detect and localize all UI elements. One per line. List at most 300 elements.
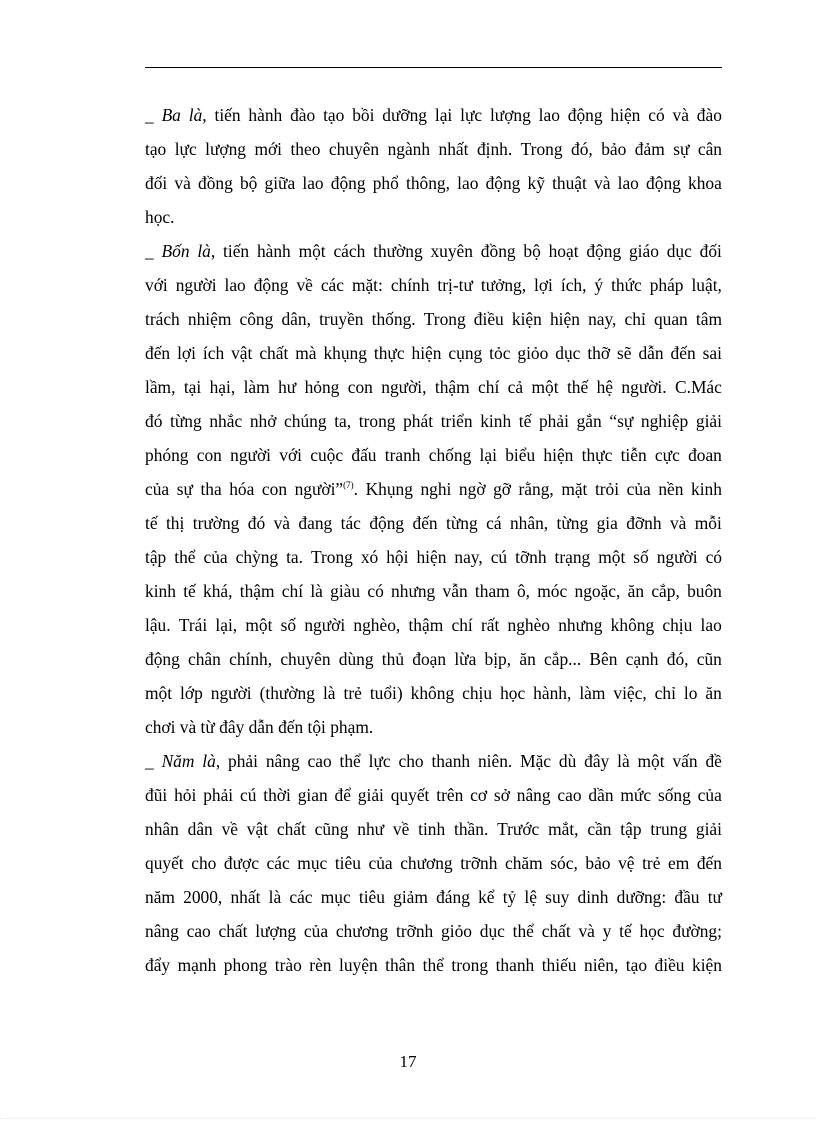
text-line <box>145 540 722 574</box>
word <box>697 98 722 132</box>
text-run: vấn <box>672 751 698 771</box>
word: người <box>656 547 698 567</box>
word: móc <box>537 581 568 601</box>
word: chuyên <box>280 649 331 669</box>
word: cạnh <box>625 649 659 669</box>
word: quan <box>653 309 688 329</box>
word: về <box>221 819 238 839</box>
word: truyền <box>319 309 364 329</box>
word: tế <box>145 513 158 533</box>
word: điều <box>654 955 685 975</box>
word: từng <box>556 513 589 533</box>
word <box>262 472 287 506</box>
word: lừa <box>454 649 477 669</box>
word: quyết <box>390 785 430 805</box>
word: thông, <box>406 173 450 193</box>
word: buôn <box>687 581 722 601</box>
paragraph-marker: _ <box>145 751 154 771</box>
text-run: Khụng <box>365 479 413 499</box>
text-run: dù <box>558 751 577 771</box>
word: động <box>330 173 366 193</box>
word: tập <box>620 819 642 839</box>
word <box>595 472 619 506</box>
word: lao <box>457 173 479 193</box>
text-line <box>145 336 722 370</box>
word: một <box>531 377 559 397</box>
word: một <box>145 683 173 703</box>
text-run: lao <box>538 105 560 125</box>
word: nhân <box>145 819 179 839</box>
word: tỏc <box>489 343 511 363</box>
word: thuật <box>552 173 587 193</box>
text-line <box>145 132 722 166</box>
word: quyết <box>145 853 184 873</box>
text-line <box>145 166 722 200</box>
text-run: thanh <box>431 751 471 771</box>
word: với <box>279 445 302 465</box>
word: theo <box>290 139 321 159</box>
word: đang <box>298 513 333 533</box>
word: kỹ <box>527 173 545 193</box>
word: cuộc <box>310 445 344 465</box>
word: cao <box>557 785 582 805</box>
word: không <box>410 683 455 703</box>
word: tế <box>183 581 196 601</box>
word <box>290 98 315 132</box>
word: nâng <box>516 785 551 805</box>
text-run: dưỡng <box>382 105 427 125</box>
paragraph-lead: Năm <box>161 751 195 771</box>
word: kinh <box>145 581 176 601</box>
word: dinh <box>577 887 609 907</box>
text-run: dục <box>666 241 692 261</box>
word: lao <box>302 173 324 193</box>
word: đối <box>145 173 168 193</box>
word: mới <box>254 139 283 159</box>
word: chương <box>335 921 389 941</box>
word: rèn <box>309 955 332 975</box>
word <box>145 744 154 778</box>
text-run: đào <box>290 105 316 125</box>
word: nhắc <box>209 411 243 431</box>
paragraph-marker: _ <box>145 241 154 261</box>
word: chúng <box>284 411 327 431</box>
word <box>323 98 344 132</box>
word: các <box>320 275 344 295</box>
word: tại <box>183 377 202 397</box>
word: kinh <box>480 411 512 431</box>
text-run: một <box>298 241 326 261</box>
footnote-ref: (7) <box>343 480 354 490</box>
word <box>561 472 587 506</box>
word: bộ <box>239 173 258 193</box>
word: Trái <box>178 615 208 635</box>
word: thậm <box>408 615 444 635</box>
text-run: hành <box>248 105 283 125</box>
word <box>308 744 332 778</box>
word: Trước <box>497 819 540 839</box>
word: người <box>175 275 217 295</box>
word: cú <box>240 785 257 805</box>
word: trung <box>650 819 688 839</box>
word: làm <box>243 377 270 397</box>
word: vật <box>246 819 269 839</box>
word: khoa <box>688 173 722 193</box>
paragraph-lead: là <box>202 751 216 771</box>
text-line <box>145 608 722 642</box>
word: đến <box>145 343 171 363</box>
text-line <box>145 880 722 914</box>
text-run: đây <box>584 751 610 771</box>
word: việc, <box>613 683 647 703</box>
word: đồng <box>198 173 233 193</box>
word <box>478 744 512 778</box>
word <box>145 98 154 132</box>
word <box>189 98 207 132</box>
word: thực <box>373 343 405 363</box>
word: phóng <box>145 445 189 465</box>
word: ăn <box>519 649 536 669</box>
word: dục <box>479 921 505 941</box>
text-run: gỡ <box>493 479 511 499</box>
word: là <box>268 887 282 907</box>
word: hỏng <box>304 377 340 397</box>
text-run: của <box>145 479 170 499</box>
word: lầm, <box>145 377 176 397</box>
word: đoạn <box>412 649 447 669</box>
word: trỡnh <box>396 921 434 941</box>
text-line <box>145 574 722 608</box>
word: chí <box>281 581 304 601</box>
word: tinh <box>418 819 446 839</box>
word: về <box>392 819 410 839</box>
word: nghiệp <box>640 411 689 431</box>
text-line <box>145 914 722 948</box>
word: lớp <box>180 683 203 703</box>
word: lệ <box>524 887 537 907</box>
word: sai <box>702 343 722 363</box>
word: thực <box>581 445 613 465</box>
word <box>568 98 603 132</box>
word: từng <box>446 513 478 533</box>
word: trào <box>274 955 302 975</box>
word: đến <box>412 513 438 533</box>
text-run: và <box>672 105 689 125</box>
word: bảo <box>585 853 611 873</box>
word: với <box>145 275 168 295</box>
text-run: một <box>637 751 665 771</box>
word <box>229 472 254 506</box>
word <box>700 234 722 268</box>
word: chịu <box>462 683 493 703</box>
word: lại, <box>215 615 238 635</box>
word: đầu <box>674 887 700 907</box>
word: tạo <box>145 139 167 159</box>
word <box>369 744 391 778</box>
text-run: con <box>261 479 288 499</box>
word: động <box>485 173 521 193</box>
word: về <box>296 275 313 295</box>
word: con <box>196 445 222 465</box>
word <box>340 744 361 778</box>
paragraph-marker: _ <box>145 105 154 125</box>
word: thỡ <box>587 343 611 363</box>
word: thống. <box>371 309 416 329</box>
word <box>673 98 689 132</box>
word: ngành <box>387 139 431 159</box>
word: vệ <box>618 853 635 873</box>
word: nghèo <box>507 615 551 635</box>
word <box>420 472 451 506</box>
word: chống <box>428 445 472 465</box>
page-number: 17 <box>399 1052 417 1071</box>
word: gian <box>297 785 328 805</box>
word <box>430 234 473 268</box>
word: cũn <box>696 649 722 669</box>
text-run: nâng <box>265 751 300 771</box>
word: kể <box>478 887 495 907</box>
word: năm <box>145 887 175 907</box>
page-bottom-edge <box>0 1118 816 1119</box>
word: và <box>174 173 191 193</box>
text-run: lực <box>460 105 483 125</box>
word: chỉ <box>654 683 676 703</box>
word: dần <box>588 785 614 805</box>
word: sở <box>493 785 510 805</box>
word: rất <box>480 615 500 635</box>
word: lợi <box>177 343 196 363</box>
word: người, <box>381 377 427 397</box>
word <box>638 744 665 778</box>
word: Bên <box>589 649 618 669</box>
word: tạo <box>625 955 648 975</box>
text-run: Mặc <box>520 751 552 771</box>
text-run: niên. <box>477 751 513 771</box>
text-run: nghi <box>420 479 452 499</box>
word <box>373 234 423 268</box>
word: cũng <box>314 819 349 839</box>
word: từng <box>170 411 202 431</box>
word: mỗi <box>694 513 722 533</box>
word <box>459 472 486 506</box>
word: thể <box>512 921 534 941</box>
word: giải <box>695 819 722 839</box>
word <box>200 472 221 506</box>
word <box>460 98 482 132</box>
word: chân <box>188 649 221 669</box>
word: nay, <box>588 309 617 329</box>
word: tế <box>518 411 532 431</box>
word: lại <box>479 445 497 465</box>
word: tế <box>619 921 632 941</box>
word: động <box>369 513 405 533</box>
word <box>162 744 195 778</box>
word: thần. <box>454 819 489 839</box>
word: tưởng, <box>480 275 527 295</box>
text-run: hành <box>256 241 291 261</box>
word <box>145 472 169 506</box>
word: chất <box>541 921 571 941</box>
word: bịp, <box>484 649 512 669</box>
word: chất <box>259 343 289 363</box>
text-run: cho <box>398 751 424 771</box>
word: phổ <box>372 173 399 193</box>
word: ích, <box>560 275 587 295</box>
word: học <box>639 921 665 941</box>
word: của <box>303 921 329 941</box>
word <box>523 234 540 268</box>
text-run: mặt <box>561 479 588 499</box>
word: giàu <box>330 581 361 601</box>
text-line <box>145 302 722 336</box>
word: dân, <box>281 309 311 329</box>
word: trạng <box>554 547 591 567</box>
word: hiện <box>411 343 442 363</box>
word: phải <box>538 411 569 431</box>
word <box>539 98 560 132</box>
word: ta. <box>286 547 303 567</box>
word: giảm <box>393 887 428 907</box>
word: bảo <box>601 139 627 159</box>
word: đũi <box>145 785 168 805</box>
word: ăn <box>705 683 722 703</box>
word: chăm <box>505 853 543 873</box>
word: tâm <box>695 309 722 329</box>
word: thế <box>566 377 589 397</box>
text-line <box>145 404 722 438</box>
word: cả <box>507 377 524 397</box>
text-line <box>145 778 722 812</box>
word: đấu <box>351 445 377 465</box>
word: dưỡng: <box>616 887 667 907</box>
word: em <box>668 853 690 873</box>
word: thể <box>174 547 196 567</box>
text-line <box>145 98 722 132</box>
word <box>481 234 516 268</box>
word <box>520 744 551 778</box>
word: sẽ <box>617 343 632 363</box>
word: đảm <box>634 139 665 159</box>
word: tiễn <box>620 445 647 465</box>
word: ý <box>594 275 604 295</box>
word: ta, <box>334 411 352 431</box>
word: các <box>289 887 313 907</box>
text-run: cao <box>307 751 332 771</box>
word: thức <box>611 275 642 295</box>
word: thị <box>165 513 185 533</box>
word: một <box>245 615 273 635</box>
text-run: giáo <box>628 241 659 261</box>
word: giữa <box>264 173 296 193</box>
word: kiện <box>692 955 722 975</box>
word: tỡnh <box>515 547 547 567</box>
word: Trong <box>520 139 563 159</box>
word: chỉ <box>624 309 646 329</box>
word: chính <box>390 275 430 295</box>
paragraph-lead: là <box>197 241 211 261</box>
body-text <box>145 98 722 982</box>
word: trị-tư <box>437 275 473 295</box>
word: hiện <box>543 445 574 465</box>
word: cần <box>587 819 612 839</box>
paragraph-lead: Ba <box>161 105 181 125</box>
word: nhở <box>249 411 277 431</box>
word: ăn <box>627 581 645 601</box>
word: đoan <box>688 445 722 465</box>
word: lậu. <box>145 615 171 635</box>
word: C.Mác <box>675 377 722 397</box>
text-run: lực <box>368 751 391 771</box>
word: tiêu <box>358 887 385 907</box>
word: giỏo <box>441 921 472 941</box>
text-run: đề <box>705 751 722 771</box>
word: phong <box>223 955 268 975</box>
text-run: có <box>648 105 665 125</box>
word: mục <box>297 853 328 873</box>
word <box>658 472 683 506</box>
word: kiện <box>511 309 542 329</box>
text-run: đối <box>699 241 722 261</box>
word <box>705 744 721 778</box>
word <box>627 472 651 506</box>
text-run: tiến <box>214 105 241 125</box>
word: thể <box>422 955 444 975</box>
word: y <box>602 921 612 941</box>
word: trẻ <box>343 683 362 703</box>
text-run: tạo <box>323 105 345 125</box>
word: đỡnh <box>626 513 662 533</box>
text-run: nền <box>658 479 684 499</box>
word: phải <box>203 785 234 805</box>
word: trong <box>451 955 489 975</box>
word: Trong <box>310 547 353 567</box>
word: gia <box>596 513 618 533</box>
word: hệ <box>596 377 614 397</box>
word: cân <box>697 139 722 159</box>
word <box>214 98 240 132</box>
word: chuyên <box>328 139 380 159</box>
text-run: hóa <box>229 479 255 499</box>
word: nghèo, <box>353 615 401 635</box>
word: hiện <box>549 309 580 329</box>
text-run: rằng, <box>518 479 554 499</box>
word: gắn <box>576 411 602 431</box>
word: học <box>500 683 526 703</box>
word: như <box>357 819 385 839</box>
word <box>629 234 659 268</box>
word: tiêu <box>334 853 361 873</box>
word: định. <box>476 139 513 159</box>
text-run: bồi <box>352 105 375 125</box>
word: đẩy <box>145 955 171 975</box>
word: động <box>145 649 180 669</box>
word <box>299 234 326 268</box>
word: mục <box>320 887 351 907</box>
word <box>333 234 365 268</box>
word <box>586 234 621 268</box>
word <box>295 472 358 506</box>
text-run: bộ <box>523 241 541 261</box>
text-line <box>145 234 722 268</box>
word: sóc, <box>550 853 578 873</box>
word: cơ <box>470 785 488 805</box>
word: làm <box>579 683 606 703</box>
word: và <box>594 173 611 193</box>
text-run: người” <box>294 479 344 499</box>
word: người <box>304 615 346 635</box>
word: nhiệm <box>187 309 232 329</box>
word: mạnh <box>177 955 217 975</box>
